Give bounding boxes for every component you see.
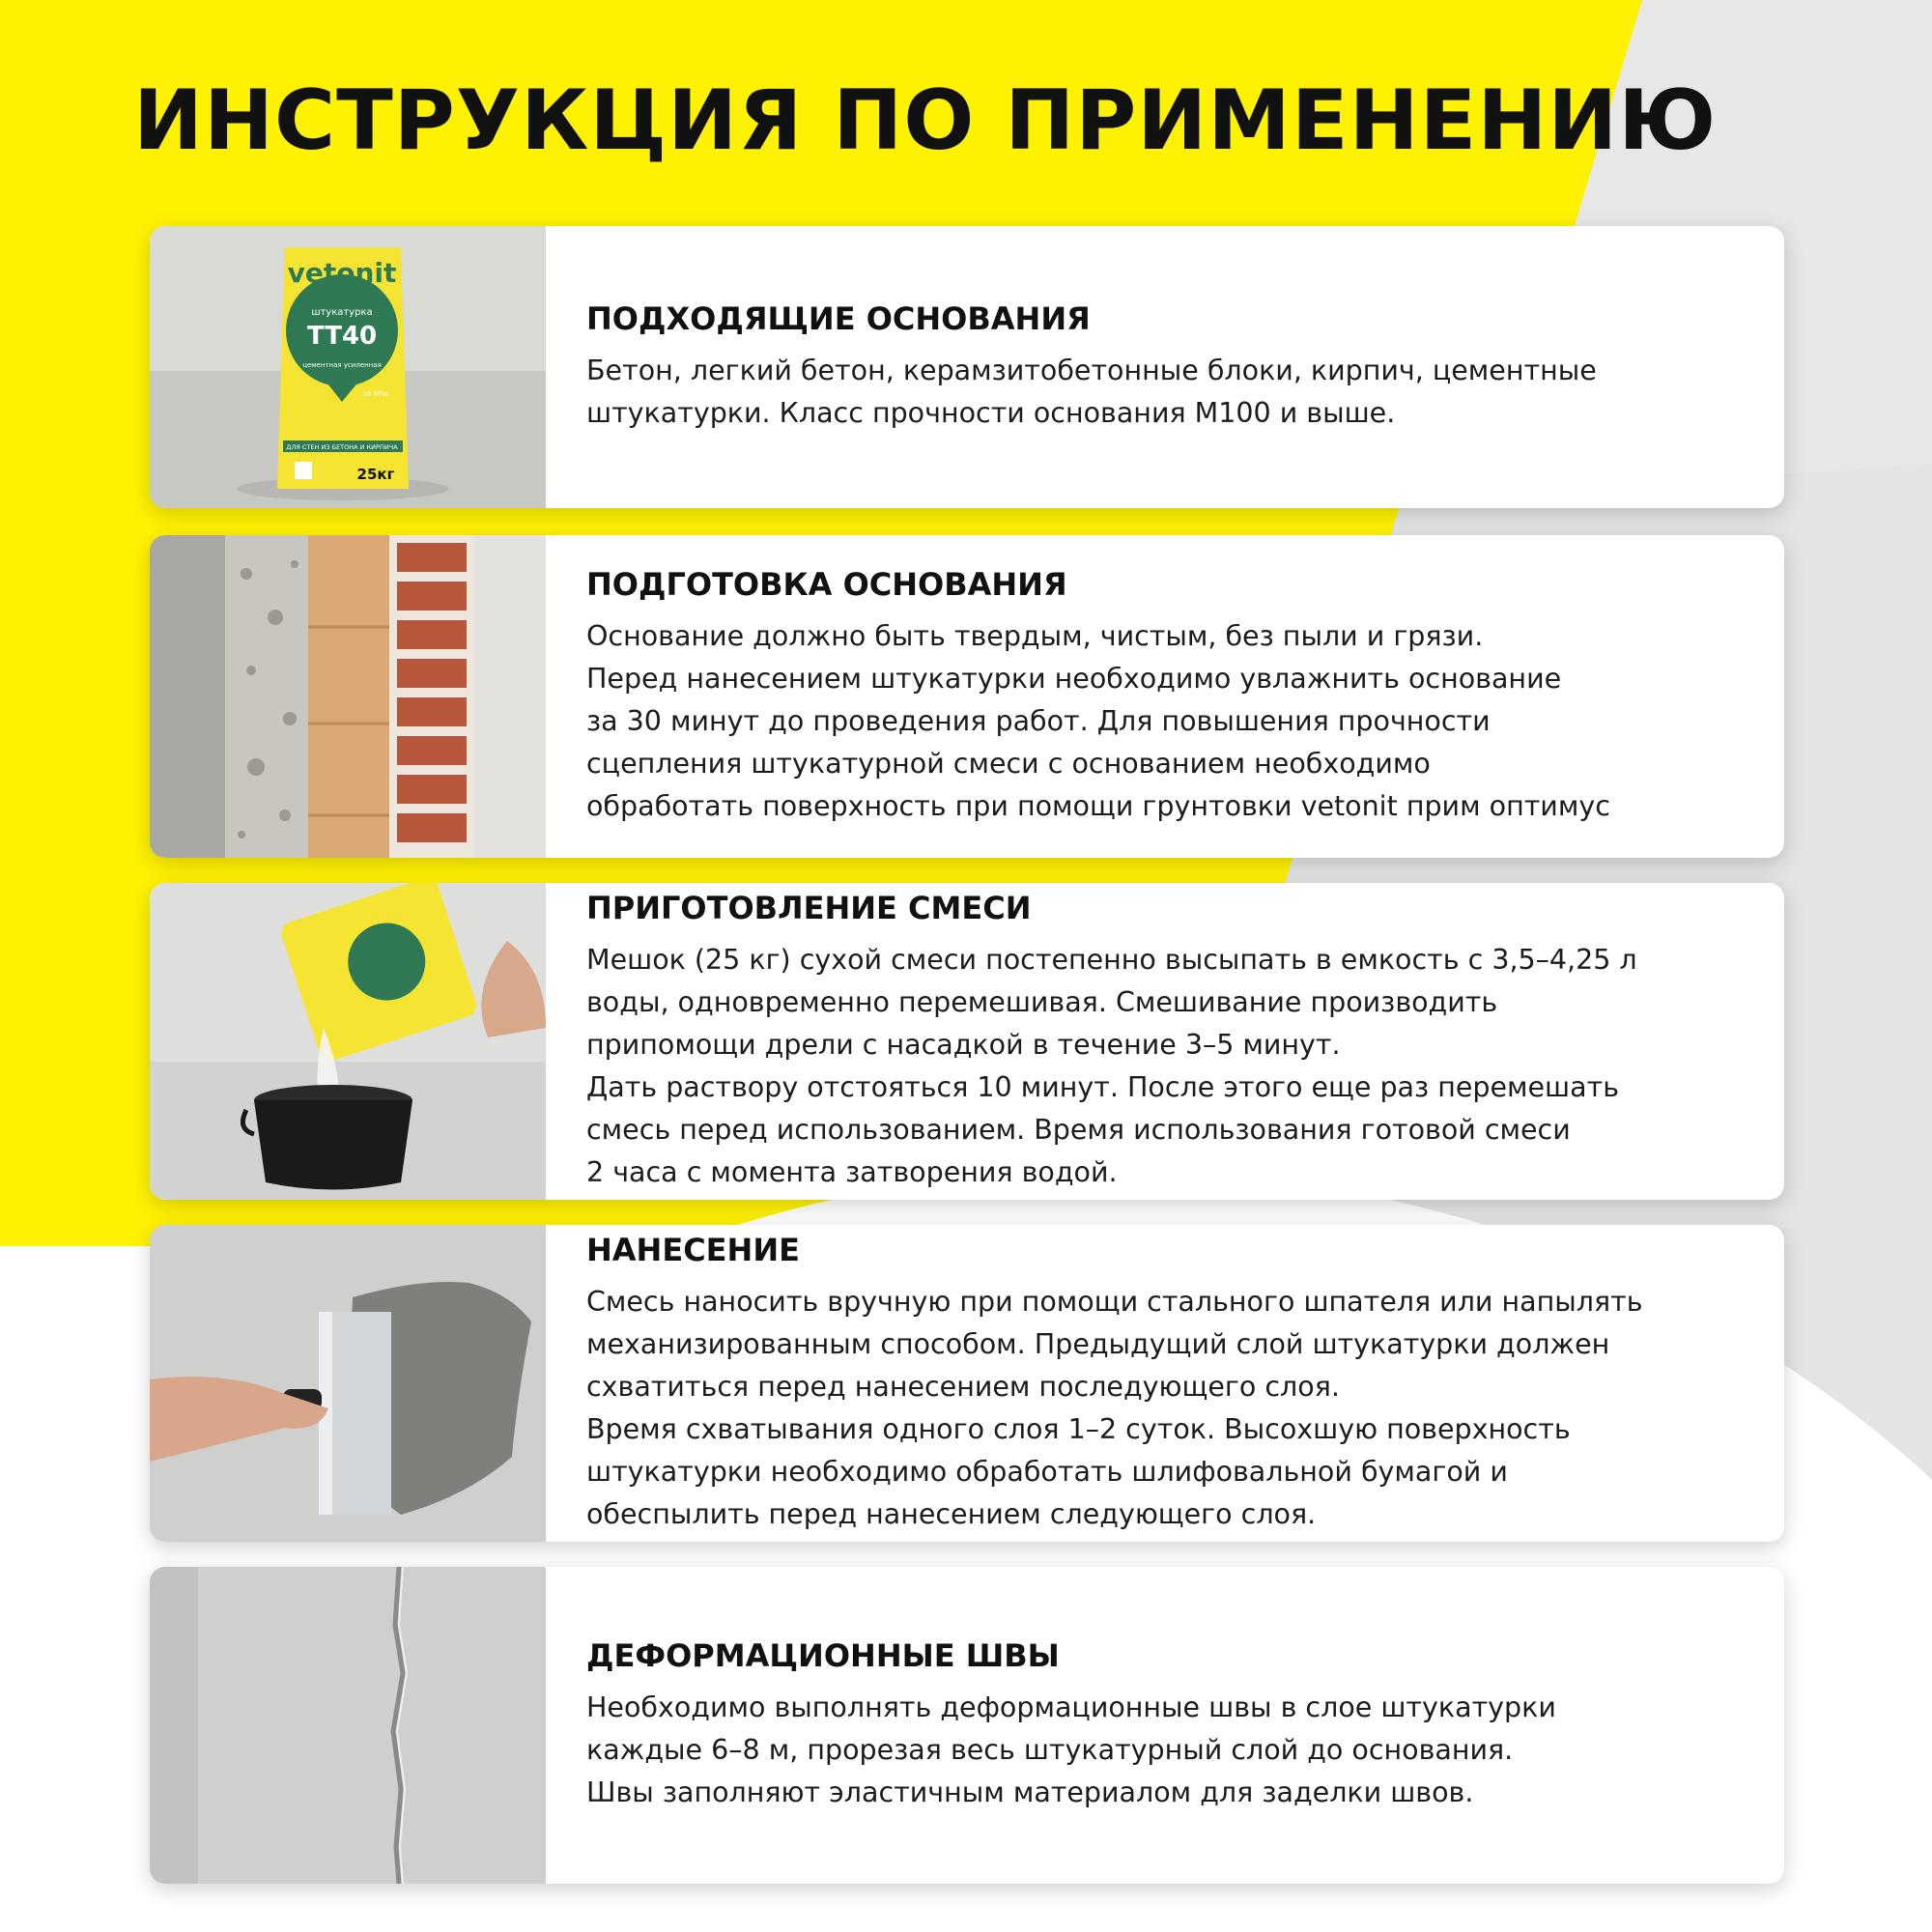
application-photo — [150, 1225, 546, 1542]
card-text — [586, 1225, 1775, 1542]
section-body: Основание должно быть твердым, чистым, без пыли и грязи. Перед нанесением штукатурки необходимо увлажнить основание за 30 минут до проведения работ. Для повышения прочности сцепления штукатурной смеси с основанием необходимо обработать поверхность при помощи грунтовки vetonit прим оптимус — [586, 620, 1610, 822]
expansion-joint-photo — [150, 1567, 546, 1884]
section-heading: ПРИГОТОВЛЕНИЕ СМЕСИ — [586, 890, 1032, 926]
plaster-strip — [474, 535, 546, 858]
wall-materials-photo — [150, 535, 546, 858]
aerated-concrete-strip — [225, 535, 308, 858]
product-bag — [277, 247, 409, 489]
product-bag-photo — [150, 226, 546, 508]
mixing-photo — [150, 883, 546, 1200]
section-body: Смесь наносить вручную при помощи стального шпателя или напылять механизированным способом. Предыдущий слой штукатурки должен схватиться перед нанесением последующего слоя. Время схватывания одного слоя 1–2 суток. Высохшую поверхность штукатурки необходимо обработать шлифовальной бумагой и обеспылить перед нанесением следующего слоя. — [586, 1286, 1643, 1530]
bag-type: штукатурка — [311, 307, 373, 318]
card-text — [586, 883, 1775, 1200]
card-text — [586, 1567, 1775, 1884]
card-suitable-bases — [150, 226, 1784, 508]
section-body: Необходимо выполнять деформационные швы в слое штукатурки каждые 6–8 м, прорезая весь штукатурный слой до основания. Швы заполняют эластичным материалом для заделки швов. — [586, 1691, 1556, 1808]
section-body: Бетон, легкий бетон, керамзитобетонные блоки, кирпич, цементные штукатурки. Класс прочности основания М100 и выше. — [586, 355, 1597, 429]
concrete-strip — [150, 535, 225, 858]
section-heading: ПОДХОДЯЩИЕ ОСНОВАНИЯ — [586, 300, 1091, 337]
bag-usage: ДЛЯ СТЕН ИЗ БЕТОНА И КИРПИЧА — [286, 443, 398, 451]
card-expansion-joints — [150, 1567, 1784, 1884]
bag-subtitle: цементная усиленная — [302, 361, 382, 369]
card-application — [150, 1225, 1784, 1542]
card-text — [586, 226, 1775, 508]
section-heading: НАНЕСЕНИЕ — [586, 1232, 800, 1268]
page-title: ИНСТРУКЦИЯ ПО ПРИМЕНЕНИЮ — [133, 72, 1718, 169]
card-base-preparation — [150, 535, 1784, 858]
bag-weight: 25кг — [356, 466, 395, 483]
section-heading: ПОДГОТОВКА ОСНОВАНИЯ — [586, 566, 1067, 603]
card-text — [586, 535, 1775, 858]
section-heading: ДЕФОРМАЦИОННЫЕ ШВЫ — [586, 1637, 1060, 1674]
bag-model: TT40 — [306, 322, 378, 351]
card-mix-preparation — [150, 883, 1784, 1200]
bag-strength: 10 МПа — [362, 390, 389, 398]
section-body: Мешок (25 кг) сухой смеси постепенно высыпать в емкость с 3,5–4,25 л воды, одновременно перемешивая. Смешивание производить припомощи дрели с насадкой в течение 3–5 минут. Дать раствору отстояться 10 минут. После этого еще раз перемешать смесь перед использованием. Время использования готовой смеси 2 часа с момента затворения водой. — [586, 944, 1637, 1188]
bucket — [242, 1085, 412, 1190]
ceramsite-blocks-strip — [308, 535, 389, 858]
bag-brand: vetonit — [287, 257, 397, 289]
